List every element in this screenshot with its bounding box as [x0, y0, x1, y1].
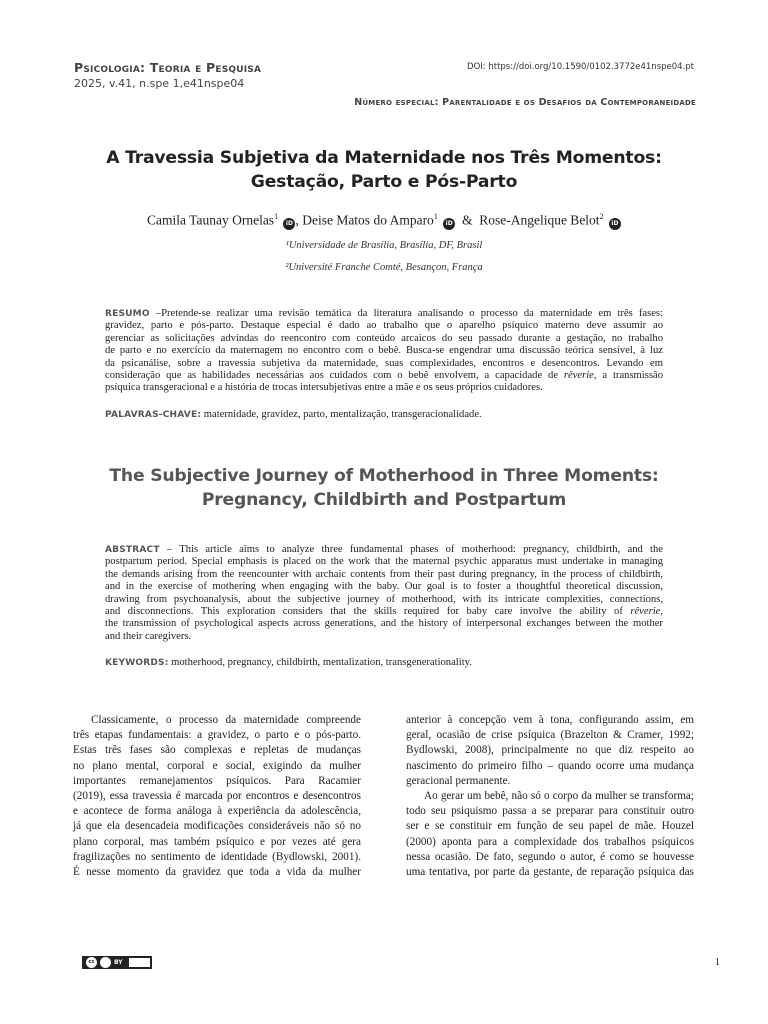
body-line: nascimento do primeiro filho – quando ocorre uma mudança: [406, 759, 694, 772]
author-1-affiliation: 1: [274, 212, 279, 221]
abstract-line: drawing from psychoanalysis, about the subjective journey of motherhood, with its intricate complexities, connections,: [105, 593, 663, 605]
orcid-icon[interactable]: iD: [283, 218, 295, 230]
body-line: três etapas fundamentais: a gravidez, o parto e o pós-parto.: [73, 729, 361, 742]
body-line: Ao gerar um bebê, não só o corpo da mulher se transforma;: [424, 789, 694, 802]
resumo-label: RESUMO: [105, 309, 150, 319]
abstract-line: the transmission of psychological aspects across generations, and the history of interpersonal exchanges between the mother: [105, 618, 663, 630]
author-2-affiliation: 1: [433, 212, 438, 221]
doi-link[interactable]: DOI: https://doi.org/10.1590/0102.3772e41nspe04.pt: [467, 62, 694, 72]
author-1: Camila Taunay Ornelas: [147, 212, 275, 228]
affiliation-2: ²Université Franche Comté, Besançon, França: [285, 262, 483, 273]
author-2: Deise Matos do Amparo: [302, 212, 434, 228]
title-english: [60, 464, 708, 512]
license-badge-panel: [129, 958, 150, 967]
italic-term: rêverie: [563, 369, 594, 381]
palavras-chave-label: PALAVRAS-CHAVE:: [105, 410, 202, 420]
body-line: plano corporal, mas também psíquico e por vezes até gera: [73, 835, 361, 848]
abstract-line: and disconnections. This exploration considers that the skills required for baby care involve the ability of rêverie,: [105, 605, 663, 617]
body-line: geral, ocasião de crise psíquica (Brazelton & Cramer, 1992;: [406, 729, 694, 742]
author-3-affiliation: 2: [599, 212, 604, 221]
abstract-line: and their caregivers.: [105, 630, 192, 642]
body-line: Estas três fases são complexas e repletas de mudanças: [73, 744, 361, 757]
body-line: já que ela desencadeia modificações consideráveis não só no: [73, 820, 361, 833]
palavras-chave: [105, 409, 663, 421]
body-line: É nesse momento da gravidez que toda a vida da mulher: [73, 865, 361, 878]
author-list: [60, 212, 708, 230]
body-column-right: [406, 713, 694, 880]
title-en-line-2: Pregnancy, Childbirth and Postpartum: [201, 490, 567, 510]
keywords: [105, 657, 663, 669]
title-portuguese: [60, 146, 708, 194]
resumo-line: gravidez, parto e pós-parto. Destaque especial é dado ao trabalho que o aparelho psíquico materno deve assumir ao: [105, 320, 663, 332]
body-line: Bydlowski, 2008), principalmente no que diz respeito ao: [406, 744, 694, 757]
abstract-line: ABSTRACT – This article aims to analyze three fundamental phases of motherhood: pregnancy, childbirth, and the: [105, 544, 663, 555]
license-by-label: BY: [114, 959, 123, 966]
body-line: fragilizações no sentimento de identidade (Bydlowski, 2001).: [73, 850, 361, 863]
italic-term: rêverie: [630, 605, 661, 617]
attribution-person-icon: [100, 957, 111, 968]
abstract-label: ABSTRACT: [105, 545, 160, 555]
title-pt-line-2: Gestação, Parto e Pós-Parto: [250, 172, 518, 192]
resumo-block: [105, 308, 663, 395]
ampersand: &: [461, 212, 473, 228]
keywords-label: KEYWORDS:: [105, 658, 169, 668]
journal-name: Psicologia: Teoria e Pesquisa: [74, 60, 262, 75]
body-line: uma tentativa, por parte da gestante, de reparação psíquica das: [406, 865, 694, 878]
body-line: (2000) aponta para a complexidade dos trabalhos psíquicos: [406, 835, 694, 848]
abstract-line: the demands arising from the reencounter with archaic contents from their past during pregnancy, in the process of childbirth,: [105, 568, 663, 580]
abstract-line: postpartum period. Special emphasis is placed on the work that the maternal psychic apparatus must undertake in managing: [105, 556, 663, 568]
resumo-line: RESUMO –Pretende-se realizar uma revisão temática da literatura analisando o processo da maternidade em três fases:: [105, 308, 663, 319]
body-line: geracional permanente.: [406, 774, 511, 787]
abstract-line: and in the exercise of mothering when engaging with the baby. Our goal is to foster a thoughtful theoretical discussion,: [105, 581, 663, 593]
body-line: todo seu psiquismo passa a se preparar para constituir outro: [406, 805, 694, 818]
body-line: ser e se constituir em função de seu papel de mãe. Houzel: [406, 820, 694, 833]
volume-info: 2025, v.41, n.spe 1,e41nspe04: [74, 77, 245, 90]
page-number: 1: [714, 957, 720, 968]
abstract-block: [105, 544, 663, 643]
affiliation-1: ¹Universidade de Brasília, Brasília, DF, Brasil: [285, 240, 483, 251]
resumo-line: de parto e no exercício da maternagem no encontro com o bebê. Busca-se engendrar uma discussão teórica sensível, à luz: [105, 345, 663, 357]
cc-by-license-badge[interactable]: [82, 956, 152, 969]
title-en-line-1: The Subjective Journey of Motherhood in Three Moments:: [109, 466, 659, 486]
creative-commons-icon: cc: [86, 957, 97, 968]
body-line: e acontece de forma análoga à experiência da adolescência,: [73, 805, 361, 818]
orcid-icon[interactable]: iD: [443, 218, 455, 230]
body-column-left: [73, 713, 361, 880]
special-issue-heading: Número especial: Parentalidade e os Desafios da Contemporaneidade: [354, 97, 696, 108]
resumo-line: gerenciar as solicitações advindas do reencontro com conteúdo arcaicos do seu passado durante a gestação, no trabalho: [105, 332, 663, 344]
resumo-line: psíquica transgeracional e a história de trocas intersubjetivas entre a mãe e os seus próprios cuidadores.: [105, 382, 543, 394]
body-line: anterior à concepção vem à tona, configurando assim, em: [406, 714, 694, 726]
author-separator: ,: [295, 212, 299, 228]
palavras-chave-text: maternidade, gravidez, parto, mentalização, transgeracionalidade.: [201, 409, 482, 420]
body-line: no plano mental, corporal e social, exigindo da mulher: [73, 759, 361, 772]
orcid-icon[interactable]: iD: [609, 218, 621, 230]
resumo-line: consideração que as habilidades necessárias aos cuidados com o bebê envolvem, a capacidade de rêverie, a transmissão: [105, 369, 663, 381]
keywords-text: motherhood, pregnancy, childbirth, mentalization, transgenerationality.: [168, 657, 472, 668]
body-line: importantes remanejamentos psíquicos. Para Racamier: [73, 774, 361, 787]
body-line: Classicamente, o processo da maternidade compreende: [91, 714, 361, 726]
author-3: Rose-Angelique Belot: [479, 212, 600, 228]
resumo-line: da psicanálise, sobre a travessia subjetiva da maternidade, suas complexidades, encontros e desencontros. Levando em: [105, 357, 663, 369]
title-pt-line-1: A Travessia Subjetiva da Maternidade nos Três Momentos:: [106, 148, 662, 168]
body-line: nessa ocasião. De fato, segundo o autor, é como se houvesse: [406, 850, 694, 863]
body-line: (2019), essa travessia é marcada por encontros e desencontros: [73, 789, 361, 802]
